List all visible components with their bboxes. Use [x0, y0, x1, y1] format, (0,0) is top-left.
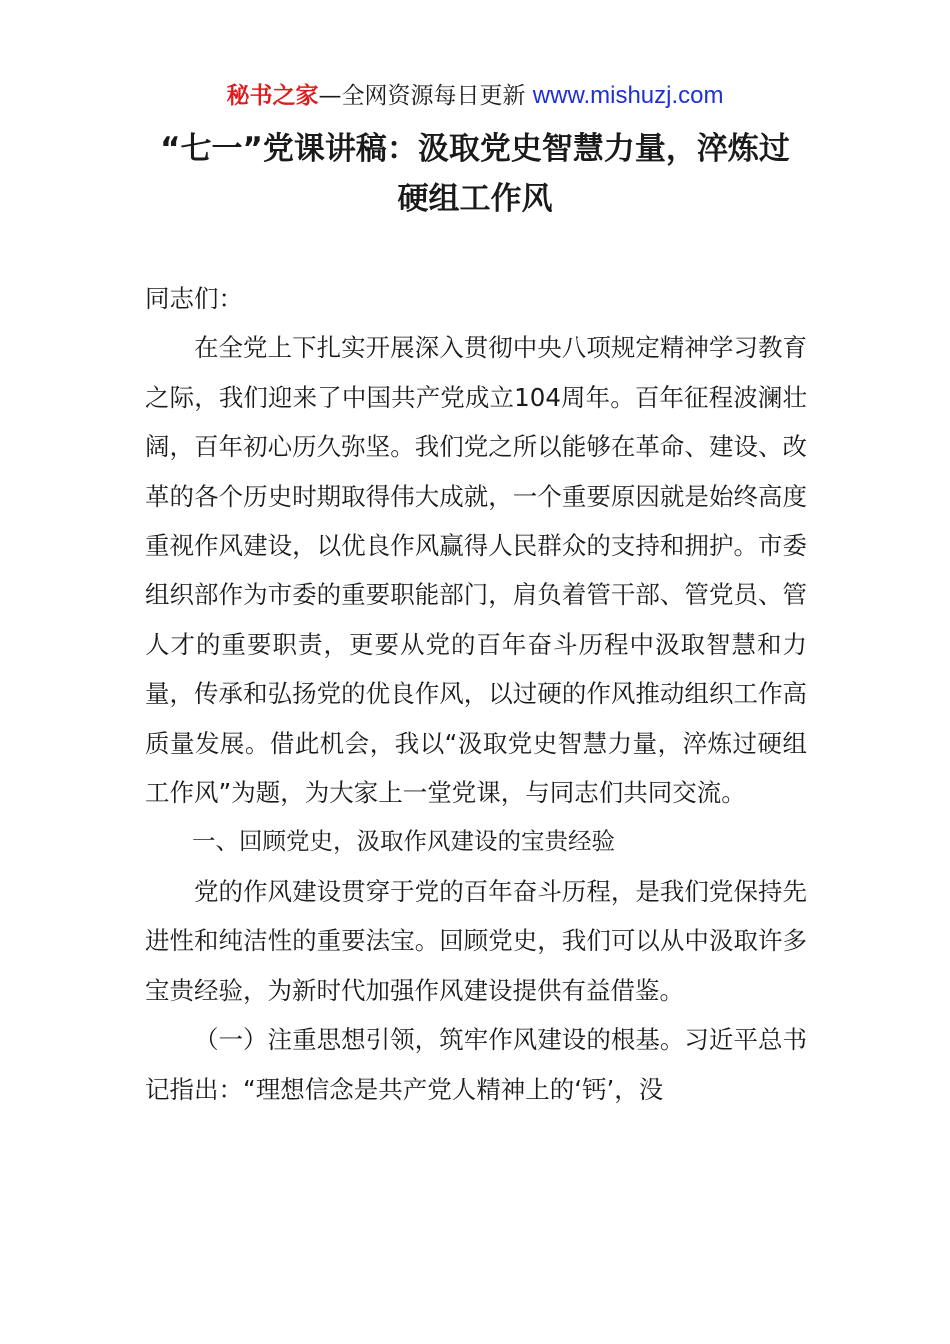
- section-paragraph: 党的作风建设贯穿于党的百年奋斗历程，是我们党保持先进性和纯洁性的重要法宝。回顾党史，我们可以从中汲取许多宝贵经验，为新时代加强作风建设提供有益借鉴。: [145, 876, 807, 1005]
- site-brand: 秘书之家: [226, 83, 319, 109]
- site-tagline: —全网资源每日更新: [318, 83, 533, 109]
- intro-paragraph: 在全党上下扎实开展深入贯彻中央八项规定精神学习教育之际，我们迎来了中国共产党成立104周年。百年征程波澜壮阔，百年初心历久弥坚。我们党之所以能够在革命、建设、改革的各个历史时期取得伟大成就，一个重要原因就是始终高度重视作风建设，以优良作风赢得人民群众的支持和拥护。市委组织部作为市委的重要职能部门，肩负着管干部、管党员、管人才的重要职责，更要从党的百年奋斗历程中汲取智慧和力量，传承和弘扬党的优良作风，以过硬的作风推动组织工作高质量发展。借此机会，我以“汲取党史智慧力量，淬炼过硬组工作风”为题，为大家上一堂党课，与同志们共同交流。: [145, 333, 807, 808]
- document-title: “七一”党课讲稿：汲取党史智慧力量，淬炼过硬组工作风: [160, 131, 790, 217]
- site-url[interactable]: www.mishuzj.com: [532, 82, 724, 109]
- subsection-paragraph: （一）注重思想引领，筑牢作风建设的根基。习近平总书记指出：“理想信念是共产党人精神上的‘钙’，没: [145, 1025, 807, 1104]
- section-heading: 一、回顾党史，汲取作风建设的宝贵经验: [192, 827, 615, 856]
- document-body: [145, 274, 807, 1114]
- site-header: [0, 80, 950, 112]
- salutation: 同志们：: [145, 284, 243, 313]
